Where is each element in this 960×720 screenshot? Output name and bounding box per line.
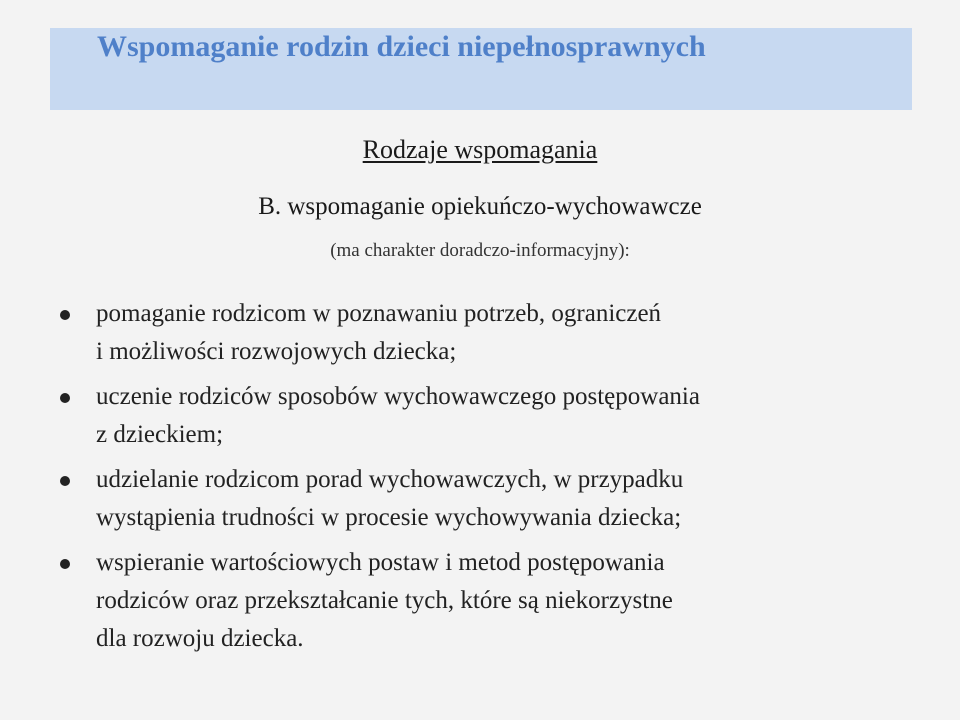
bullet-line: wspieranie wartościowych postaw i metod postępowania	[96, 549, 665, 576]
slide-title: Wspomaganie rodzin dzieci niepełnosprawnych	[97, 30, 706, 63]
bullet-line: pomaganie rodzicom w poznawaniu potrzeb, ograniczeń	[96, 300, 662, 327]
bullet-line: i możliwości rozwojowych dziecka;	[96, 338, 457, 365]
bullet-dot-icon	[60, 559, 70, 569]
bullet-line: udzielanie rodzicom porad wychowawczych, w przypadku	[96, 466, 684, 493]
bullet-item	[60, 295, 920, 371]
bullet-line: uczenie rodziców sposobów wychowawczego postępowania	[96, 383, 700, 410]
bullet-line: rodziców oraz przekształcanie tych, które są niekorzystne	[96, 587, 673, 614]
bullet-item	[60, 378, 920, 454]
bullet-dot-icon	[60, 476, 70, 486]
bullet-item	[60, 461, 920, 537]
bullet-line: dla rozwoju dziecka.	[96, 625, 304, 652]
section-heading: B. wspomaganie opiekuńczo-wychowawcze	[258, 193, 702, 220]
bullet-line: z dzieckiem;	[96, 421, 224, 448]
bullet-list	[60, 295, 920, 665]
bullet-item	[60, 544, 920, 658]
bullet-dot-icon	[60, 310, 70, 320]
slide-subtitle: Rodzaje wspomagania	[362, 135, 598, 164]
section-heading-note: (ma charakter doradczo-informacyjny):	[330, 240, 630, 261]
bullet-dot-icon	[60, 393, 70, 403]
bullet-line: wystąpienia trudności w procesie wychowywania dziecka;	[96, 504, 682, 531]
